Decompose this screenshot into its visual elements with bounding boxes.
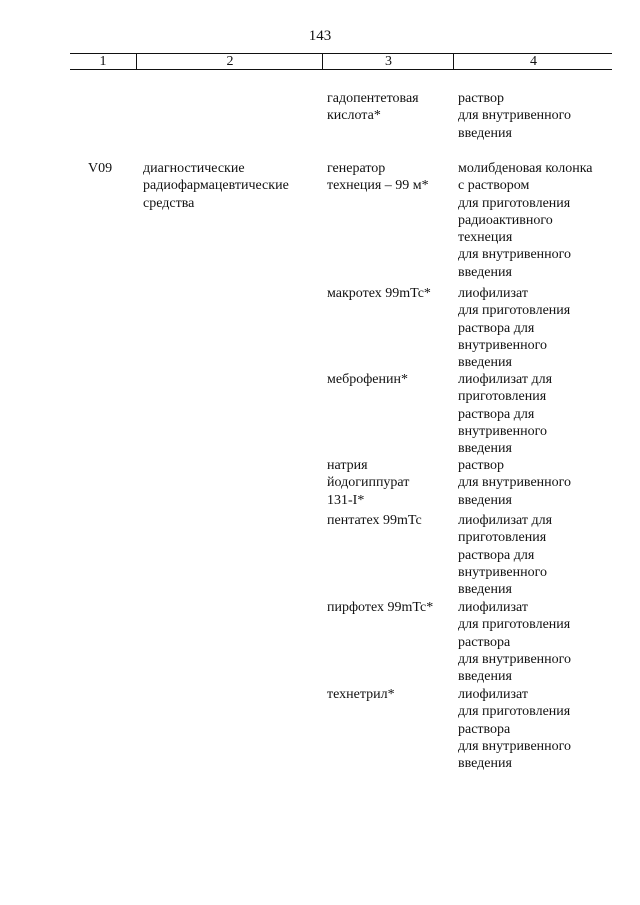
- header-col-3: 3: [322, 54, 454, 69]
- dosage-form: молибденовая колонка с раствором для приготовления радиоактивного технеция для внутривенного введения: [458, 161, 593, 280]
- table-row: [0, 90, 640, 160]
- table-row: [0, 457, 640, 512]
- drug-name: натрия йодогиппурат 131-I*: [327, 458, 410, 508]
- header-col-1: 1: [99, 54, 107, 69]
- dosage-form: раствор для внутривенного введения: [458, 458, 572, 508]
- dosage-form: раствор для внутривенного введения: [458, 91, 572, 141]
- table-row: [0, 599, 640, 686]
- table-body: [0, 90, 640, 776]
- drug-name: пирфотех 99mTc*: [327, 600, 434, 615]
- dosage-form: лиофилизат для приготовления раствора для внутривенного введения: [458, 513, 553, 598]
- page-number: 143: [308, 28, 332, 44]
- drug-name: макротех 99mTc*: [327, 286, 431, 301]
- table-row: [0, 686, 640, 776]
- table-row: [0, 160, 640, 285]
- header-col-2: 2: [136, 54, 323, 69]
- dosage-form: лиофилизат для приготовления раствора для внутривенного введения: [458, 687, 572, 772]
- drug-name: меброфенин*: [327, 372, 408, 387]
- drug-name: генератор технеция – 99 м*: [327, 161, 429, 194]
- pharmacological-group: диагностические радиофармацевтические средства: [143, 161, 289, 211]
- drug-name: пентатех 99mTc: [327, 513, 422, 528]
- table-header-row: [70, 53, 612, 70]
- drug-name: гадопентетовая кислота*: [327, 91, 419, 124]
- dosage-form: лиофилизат для приготовления раствора для внутривенного введения: [458, 286, 571, 371]
- header-col-4: 4: [453, 54, 613, 69]
- dosage-form: лиофилизат для приготовления раствора для внутривенного введения: [458, 600, 572, 685]
- table-row: [0, 285, 640, 371]
- dosage-form: лиофилизат для приготовления раствора для внутривенного введения: [458, 372, 553, 457]
- table-row: [0, 512, 640, 599]
- table-row: [0, 371, 640, 457]
- atc-code: V09: [88, 161, 113, 176]
- drug-name: технетрил*: [327, 687, 395, 702]
